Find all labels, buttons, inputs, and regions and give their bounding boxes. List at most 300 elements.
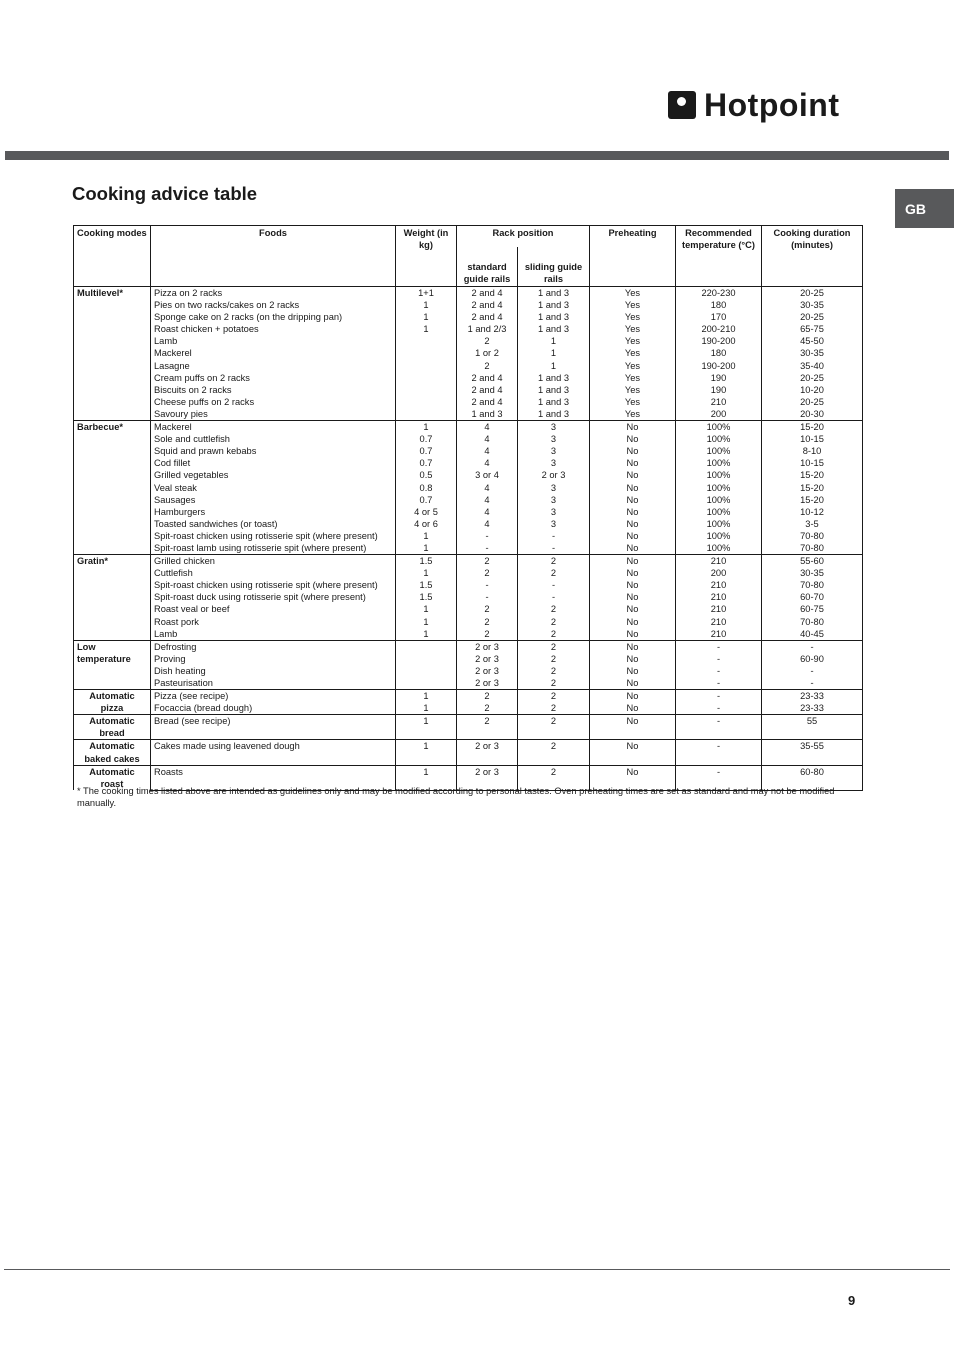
- food-cell: Sole and cuttlefish: [151, 433, 396, 445]
- rack-standard-cell: -: [457, 542, 518, 555]
- rack-standard-cell: 2: [457, 616, 518, 628]
- weight-cell: 4 or 5: [396, 506, 457, 518]
- rack-sliding-cell: 1: [518, 347, 590, 359]
- weight-cell: 1: [396, 702, 457, 715]
- duration-cell: 30-35: [762, 299, 863, 311]
- rack-standard-cell: 2 and 4: [457, 299, 518, 311]
- rack-standard-cell: 4: [457, 518, 518, 530]
- table-row: [74, 690, 863, 703]
- food-cell: Cuttlefish: [151, 567, 396, 579]
- rack-sliding-cell: 1 and 3: [518, 299, 590, 311]
- rack-standard-cell: 2: [457, 628, 518, 641]
- temperature-cell: 210: [676, 396, 762, 408]
- cooking-mode-cell: Low temperature: [74, 640, 151, 689]
- weight-cell: [396, 335, 457, 347]
- food-cell: Pasteurisation: [151, 677, 396, 690]
- food-cell: [151, 753, 396, 766]
- temperature-cell: 200: [676, 408, 762, 421]
- rack-sliding-cell: 1 and 3: [518, 408, 590, 421]
- temperature-cell: 210: [676, 591, 762, 603]
- table-row: [74, 753, 863, 766]
- rack-standard-cell: 2 and 4: [457, 396, 518, 408]
- rack-standard-cell: -: [457, 579, 518, 591]
- rack-sliding-cell: 3: [518, 457, 590, 469]
- food-cell: Lamb: [151, 335, 396, 347]
- preheating-cell: No: [590, 665, 676, 677]
- preheating-cell: Yes: [590, 335, 676, 347]
- duration-cell: 20-25: [762, 372, 863, 384]
- header-cooking-modes: Cooking modes: [74, 226, 151, 287]
- rack-sliding-cell: 2: [518, 702, 590, 715]
- duration-cell: 10-15: [762, 433, 863, 445]
- rack-sliding-cell: -: [518, 591, 590, 603]
- weight-cell: 1.5: [396, 555, 457, 568]
- weight-cell: [396, 653, 457, 665]
- weight-cell: 1: [396, 530, 457, 542]
- weight-cell: [396, 665, 457, 677]
- page-number: 9: [848, 1293, 856, 1308]
- preheating-cell: No: [590, 482, 676, 494]
- cooking-mode-cell: Automatic roast: [74, 765, 151, 790]
- duration-cell: 15-20: [762, 482, 863, 494]
- rack-standard-cell: 2 and 4: [457, 384, 518, 396]
- rack-standard-cell: [457, 753, 518, 766]
- table-row: [74, 665, 863, 677]
- food-cell: Grilled chicken: [151, 555, 396, 568]
- rack-sliding-cell: 1 and 3: [518, 311, 590, 323]
- temperature-cell: 180: [676, 347, 762, 359]
- rack-standard-cell: 4: [457, 445, 518, 457]
- weight-cell: 1: [396, 311, 457, 323]
- weight-cell: 1: [396, 542, 457, 555]
- duration-cell: 15-20: [762, 494, 863, 506]
- food-cell: Toasted sandwiches (or toast): [151, 518, 396, 530]
- table-row: [74, 640, 863, 653]
- preheating-cell: [590, 727, 676, 740]
- header-temperature: Recommended temperature (°C): [676, 226, 762, 287]
- temperature-cell: 100%: [676, 542, 762, 555]
- rack-standard-cell: 2: [457, 335, 518, 347]
- temperature-cell: 100%: [676, 457, 762, 469]
- weight-cell: 0.7: [396, 445, 457, 457]
- preheating-cell: Yes: [590, 372, 676, 384]
- table-row: [74, 469, 863, 481]
- temperature-cell: 210: [676, 628, 762, 641]
- temperature-cell: -: [676, 702, 762, 715]
- rack-sliding-cell: 1 and 3: [518, 384, 590, 396]
- duration-cell: 20-30: [762, 408, 863, 421]
- rack-sliding-cell: 3: [518, 506, 590, 518]
- preheating-cell: No: [590, 765, 676, 778]
- preheating-cell: No: [590, 433, 676, 445]
- food-cell: Proving: [151, 653, 396, 665]
- weight-cell: 1.5: [396, 591, 457, 603]
- food-cell: Spit-roast chicken using rotisserie spit (where present): [151, 579, 396, 591]
- duration-cell: 40-45: [762, 628, 863, 641]
- food-cell: Mackerel: [151, 421, 396, 434]
- table-row: [74, 360, 863, 372]
- table-row: [74, 628, 863, 641]
- rack-standard-cell: 2: [457, 690, 518, 703]
- weight-cell: 1: [396, 616, 457, 628]
- temperature-cell: -: [676, 690, 762, 703]
- weight-cell: 1: [396, 603, 457, 615]
- temperature-cell: -: [676, 640, 762, 653]
- cooking-mode-cell: Gratin*: [74, 555, 151, 641]
- table-row: [74, 740, 863, 753]
- temperature-cell: 100%: [676, 433, 762, 445]
- table-row: [74, 591, 863, 603]
- weight-cell: 1: [396, 628, 457, 641]
- rack-standard-cell: 2 or 3: [457, 677, 518, 690]
- cooking-mode-cell: Automatic bread: [74, 715, 151, 740]
- food-cell: Sausages: [151, 494, 396, 506]
- temperature-cell: 100%: [676, 421, 762, 434]
- temperature-cell: 200: [676, 567, 762, 579]
- preheating-cell: No: [590, 591, 676, 603]
- rack-standard-cell: 1 and 3: [457, 408, 518, 421]
- temperature-cell: 210: [676, 603, 762, 615]
- duration-cell: [762, 753, 863, 766]
- duration-cell: 60-90: [762, 653, 863, 665]
- food-cell: Savoury pies: [151, 408, 396, 421]
- duration-cell: [762, 727, 863, 740]
- food-cell: Hamburgers: [151, 506, 396, 518]
- rack-standard-cell: 1 and 2/3: [457, 323, 518, 335]
- food-cell: Lamb: [151, 628, 396, 641]
- weight-cell: 1: [396, 740, 457, 753]
- rack-sliding-cell: 2: [518, 765, 590, 778]
- table-body: [74, 287, 863, 791]
- temperature-cell: -: [676, 715, 762, 728]
- temperature-cell: 180: [676, 299, 762, 311]
- rack-sliding-cell: 2: [518, 628, 590, 641]
- footnote: * The cooking times listed above are intended as guidelines only and may be modified according to personal tastes. Oven preheating times are set as standard and may not be modified manually.: [77, 786, 835, 808]
- cooking-mode-cell: Automatic baked cakes: [74, 740, 151, 765]
- weight-cell: 1: [396, 299, 457, 311]
- temperature-cell: 170: [676, 311, 762, 323]
- weight-cell: 0.7: [396, 494, 457, 506]
- preheating-cell: No: [590, 616, 676, 628]
- rack-sliding-cell: 2: [518, 603, 590, 615]
- duration-cell: 15-20: [762, 469, 863, 481]
- table-row: [74, 335, 863, 347]
- food-cell: Roast veal or beef: [151, 603, 396, 615]
- duration-cell: 20-25: [762, 396, 863, 408]
- preheating-cell: No: [590, 457, 676, 469]
- temperature-cell: 100%: [676, 494, 762, 506]
- temperature-cell: -: [676, 765, 762, 778]
- rack-sliding-cell: [518, 753, 590, 766]
- header-cooking-duration: Cooking duration (minutes): [762, 226, 863, 287]
- cooking-advice-table: [73, 225, 863, 791]
- duration-cell: 8-10: [762, 445, 863, 457]
- temperature-cell: 100%: [676, 445, 762, 457]
- table-row: [74, 494, 863, 506]
- food-cell: Dish heating: [151, 665, 396, 677]
- duration-cell: 23-33: [762, 702, 863, 715]
- rack-standard-cell: 4: [457, 494, 518, 506]
- header-weight: Weight (in kg): [396, 226, 457, 287]
- duration-cell: 23-33: [762, 690, 863, 703]
- rack-standard-cell: 2: [457, 360, 518, 372]
- duration-cell: 55-60: [762, 555, 863, 568]
- preheating-cell: No: [590, 628, 676, 641]
- duration-cell: 3-5: [762, 518, 863, 530]
- rack-sliding-cell: 1: [518, 360, 590, 372]
- duration-cell: -: [762, 640, 863, 653]
- table-row: [74, 579, 863, 591]
- preheating-cell: Yes: [590, 396, 676, 408]
- rack-standard-cell: 2: [457, 715, 518, 728]
- rack-standard-cell: 2 and 4: [457, 372, 518, 384]
- food-cell: Spit-roast chicken using rotisserie spit (where present): [151, 530, 396, 542]
- rack-standard-cell: 4: [457, 482, 518, 494]
- rack-standard-cell: 2: [457, 567, 518, 579]
- temperature-cell: -: [676, 665, 762, 677]
- cooking-mode-cell: Multilevel*: [74, 287, 151, 421]
- table-row: [74, 323, 863, 335]
- preheating-cell: Yes: [590, 323, 676, 335]
- duration-cell: 60-70: [762, 591, 863, 603]
- preheating-cell: Yes: [590, 347, 676, 359]
- duration-cell: 55: [762, 715, 863, 728]
- preheating-cell: No: [590, 518, 676, 530]
- temperature-cell: 190: [676, 384, 762, 396]
- duration-cell: 70-80: [762, 530, 863, 542]
- food-cell: Pies on two racks/cakes on 2 racks: [151, 299, 396, 311]
- rack-standard-cell: 2 or 3: [457, 765, 518, 778]
- food-cell: Spit-roast duck using rotisserie spit (where present): [151, 591, 396, 603]
- rack-sliding-cell: 2: [518, 677, 590, 690]
- table-row: [74, 518, 863, 530]
- table-row: [74, 765, 863, 778]
- weight-cell: 0.7: [396, 433, 457, 445]
- rack-standard-cell: 2 or 3: [457, 640, 518, 653]
- temperature-cell: [676, 753, 762, 766]
- rack-sliding-cell: [518, 727, 590, 740]
- preheating-cell: No: [590, 640, 676, 653]
- rack-sliding-cell: -: [518, 542, 590, 555]
- food-cell: Sponge cake on 2 racks (on the dripping pan): [151, 311, 396, 323]
- rack-standard-cell: -: [457, 591, 518, 603]
- duration-cell: -: [762, 665, 863, 677]
- weight-cell: [396, 677, 457, 690]
- duration-cell: 30-35: [762, 567, 863, 579]
- duration-cell: 60-75: [762, 603, 863, 615]
- table-row: [74, 311, 863, 323]
- rack-sliding-cell: -: [518, 579, 590, 591]
- table-row: [74, 396, 863, 408]
- preheating-cell: No: [590, 445, 676, 457]
- rack-standard-cell: 1 or 2: [457, 347, 518, 359]
- table-row: [74, 616, 863, 628]
- rack-sliding-cell: 3: [518, 482, 590, 494]
- rack-standard-cell: 4: [457, 506, 518, 518]
- table-row: [74, 372, 863, 384]
- preheating-cell: No: [590, 715, 676, 728]
- food-cell: Squid and prawn kebabs: [151, 445, 396, 457]
- temperature-cell: 200-210: [676, 323, 762, 335]
- food-cell: Cheese puffs on 2 racks: [151, 396, 396, 408]
- rack-sliding-cell: 2: [518, 690, 590, 703]
- rack-standard-cell: 2: [457, 702, 518, 715]
- preheating-cell: No: [590, 469, 676, 481]
- preheating-cell: No: [590, 690, 676, 703]
- brand-name: Hotpoint: [704, 87, 840, 123]
- table-row: [74, 408, 863, 421]
- rack-standard-cell: 3 or 4: [457, 469, 518, 481]
- table-row: [74, 653, 863, 665]
- rack-sliding-cell: 3: [518, 494, 590, 506]
- table-row: [74, 542, 863, 555]
- rack-sliding-cell: 1 and 3: [518, 372, 590, 384]
- weight-cell: 1+1: [396, 287, 457, 300]
- table-row: [74, 384, 863, 396]
- weight-cell: 1: [396, 323, 457, 335]
- rack-standard-cell: 2 and 4: [457, 311, 518, 323]
- preheating-cell: No: [590, 555, 676, 568]
- duration-cell: 10-15: [762, 457, 863, 469]
- temperature-cell: 210: [676, 616, 762, 628]
- temperature-cell: 210: [676, 555, 762, 568]
- page-title: Cooking advice table: [72, 183, 258, 204]
- duration-cell: 70-80: [762, 616, 863, 628]
- table-row: [74, 457, 863, 469]
- footer-rule: [4, 1269, 950, 1270]
- preheating-cell: Yes: [590, 299, 676, 311]
- rack-sliding-cell: 2: [518, 740, 590, 753]
- weight-cell: [396, 347, 457, 359]
- food-cell: [151, 727, 396, 740]
- hotpoint-logo: [668, 86, 840, 124]
- temperature-cell: [676, 727, 762, 740]
- preheating-cell: Yes: [590, 384, 676, 396]
- preheating-cell: No: [590, 653, 676, 665]
- food-cell: Roasts: [151, 765, 396, 778]
- header-preheating: Preheating: [590, 226, 676, 287]
- cooking-mode-cell: Barbecue*: [74, 421, 151, 555]
- rack-standard-cell: -: [457, 530, 518, 542]
- temperature-cell: -: [676, 677, 762, 690]
- duration-cell: 20-25: [762, 287, 863, 300]
- weight-cell: [396, 727, 457, 740]
- food-cell: Cream puffs on 2 racks: [151, 372, 396, 384]
- duration-cell: 60-80: [762, 765, 863, 778]
- food-cell: Biscuits on 2 racks: [151, 384, 396, 396]
- rack-sliding-cell: 3: [518, 445, 590, 457]
- food-cell: Pizza (see recipe): [151, 690, 396, 703]
- rack-sliding-cell: 2: [518, 715, 590, 728]
- preheating-cell: No: [590, 677, 676, 690]
- header-standard-guide-rails: standard guide rails: [457, 247, 518, 286]
- table-row: [74, 603, 863, 615]
- temperature-cell: 210: [676, 579, 762, 591]
- weight-cell: 1.5: [396, 579, 457, 591]
- language-tab: GB: [895, 189, 954, 228]
- table-row: [74, 445, 863, 457]
- rack-standard-cell: 2 and 4: [457, 287, 518, 300]
- weight-cell: [396, 408, 457, 421]
- rack-sliding-cell: 1 and 3: [518, 323, 590, 335]
- weight-cell: 0.8: [396, 482, 457, 494]
- weight-cell: 1: [396, 715, 457, 728]
- table-row: [74, 299, 863, 311]
- preheating-cell: No: [590, 494, 676, 506]
- header-sliding-guide-rails: sliding guide rails: [518, 247, 590, 286]
- preheating-cell: No: [590, 421, 676, 434]
- food-cell: Spit-roast lamb using rotisserie spit (where present): [151, 542, 396, 555]
- weight-cell: [396, 384, 457, 396]
- rack-standard-cell: 2 or 3: [457, 665, 518, 677]
- rack-sliding-cell: 1: [518, 335, 590, 347]
- temperature-cell: 190-200: [676, 360, 762, 372]
- table-row: [74, 677, 863, 690]
- table-row: [74, 567, 863, 579]
- temperature-cell: 190-200: [676, 335, 762, 347]
- rack-sliding-cell: 2: [518, 616, 590, 628]
- food-cell: Cakes made using leavened dough: [151, 740, 396, 753]
- table-row: [74, 702, 863, 715]
- temperature-cell: 100%: [676, 506, 762, 518]
- table-row: [74, 727, 863, 740]
- duration-cell: 10-12: [762, 506, 863, 518]
- weight-cell: [396, 372, 457, 384]
- rack-sliding-cell: 3: [518, 421, 590, 434]
- temperature-cell: 100%: [676, 530, 762, 542]
- weight-cell: 1: [396, 421, 457, 434]
- temperature-cell: 100%: [676, 482, 762, 494]
- duration-cell: 20-25: [762, 311, 863, 323]
- header-foods: Foods: [151, 226, 396, 287]
- rack-sliding-cell: 2: [518, 653, 590, 665]
- table-row: [74, 347, 863, 359]
- preheating-cell: [590, 753, 676, 766]
- preheating-cell: Yes: [590, 360, 676, 372]
- weight-cell: 1: [396, 690, 457, 703]
- food-cell: Cod fillet: [151, 457, 396, 469]
- weight-cell: 1: [396, 765, 457, 778]
- preheating-cell: Yes: [590, 287, 676, 300]
- rack-sliding-cell: 2 or 3: [518, 469, 590, 481]
- table-row: [74, 555, 863, 568]
- weight-cell: 0.5: [396, 469, 457, 481]
- preheating-cell: Yes: [590, 311, 676, 323]
- rack-standard-cell: 4: [457, 421, 518, 434]
- rack-standard-cell: 2 or 3: [457, 740, 518, 753]
- duration-cell: 35-40: [762, 360, 863, 372]
- temperature-cell: 190: [676, 372, 762, 384]
- weight-cell: [396, 640, 457, 653]
- food-cell: Roast pork: [151, 616, 396, 628]
- duration-cell: 10-20: [762, 384, 863, 396]
- temperature-cell: 220-230: [676, 287, 762, 300]
- rack-standard-cell: 2 or 3: [457, 653, 518, 665]
- rack-sliding-cell: 3: [518, 433, 590, 445]
- duration-cell: 70-80: [762, 579, 863, 591]
- table-row: [74, 530, 863, 542]
- food-cell: Lasagne: [151, 360, 396, 372]
- temperature-cell: -: [676, 740, 762, 753]
- header-rule: [5, 151, 949, 160]
- food-cell: Pizza on 2 racks: [151, 287, 396, 300]
- preheating-cell: No: [590, 579, 676, 591]
- cooking-mode-cell: Automatic pizza: [74, 690, 151, 715]
- preheating-cell: No: [590, 740, 676, 753]
- header-rack-position: Rack position: [457, 226, 590, 248]
- food-cell: Defrosting: [151, 640, 396, 653]
- rack-standard-cell: 2: [457, 603, 518, 615]
